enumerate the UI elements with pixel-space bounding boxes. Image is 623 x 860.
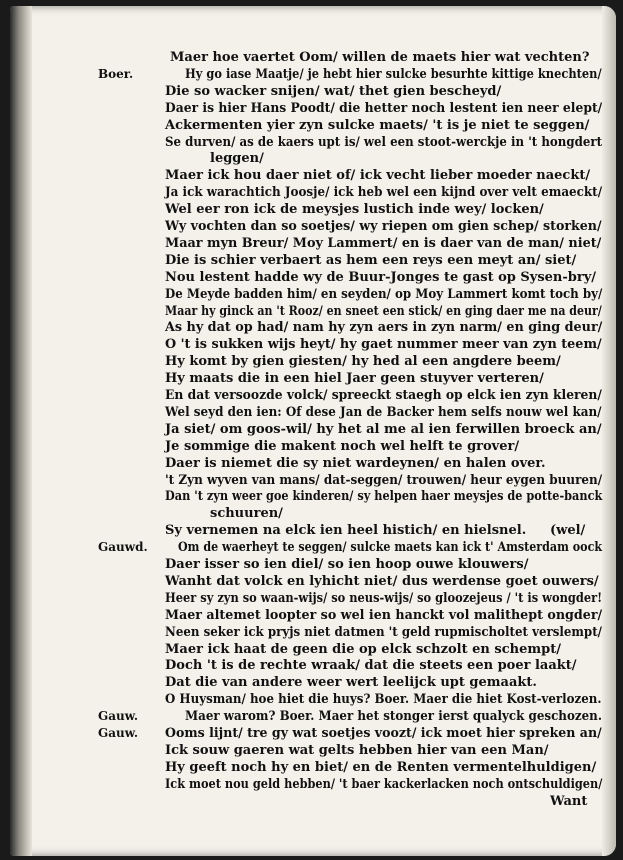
line-continuation: (wel/ (550, 523, 586, 539)
verse-text: Hy go iase Maatje/ je hebt hier sulcke besurhte kittige knechten/ (185, 66, 602, 82)
verse-text: Dan 't zyn weer goe kinderen/ sy helpen haer meysjes de potte-banck (165, 489, 603, 505)
book-gutter (10, 6, 32, 856)
verse-text: Sy vernemen na elck ien heel histich/ en hielsnel. (165, 523, 527, 539)
speaker-label: Gauwd. (98, 540, 148, 555)
verse-text: Je sommige die makent noch wel helft te grover/ (165, 438, 520, 454)
page-edge (602, 6, 616, 856)
verse-text: Ackermenten yier zyn sulcke maets/ 't is je niet te seggen/ (165, 117, 590, 133)
speaker-label: Boer. (98, 66, 134, 81)
verse-text: Heer sy zyn so waan-wijs/ so neus-wijs/ so gloozejeus / 't is wongder! (165, 590, 603, 606)
verse-text: Wel seyd den ien: Of dese Jan de Backer hem selfs nouw wel kan/ (165, 404, 602, 420)
verse-text: Doch 't is de rechte wraak/ dat die steets een poer laakt/ (165, 658, 577, 674)
verse-text: Maer ick hou daer niet of/ ick vecht lieber moeder naeckt/ (165, 168, 591, 184)
verse-text: Daer isser so ien diel/ so ien hoop ouwe klouwers/ (165, 557, 529, 572)
verse-text: Ja ick warachtich Joosje/ ick heb wel een kijnd over velt emaeckt/ (165, 185, 603, 201)
verse-text: En dat versoozde volck/ spreeckt staegh op elck ien zyn kleren/ (165, 388, 602, 403)
verse-text: Ick souw gaeren wat gelts hebben hier van een Man/ (165, 742, 549, 758)
verse-text: Daer is hier Hans Poodt/ die hetter noch lestent ien neer elept/ (165, 100, 603, 116)
verse-text: Hy komt by gien giesten/ hy hed al een angdere beem/ (165, 354, 561, 370)
verse-text: Hy geeft noch hy en biet/ en de Renten vermentelhuldigen/ (165, 759, 597, 775)
verse-text: Neen seker ick pryjs niet datmen 't geld rupmischoltet verslempt/ (165, 624, 602, 640)
verse-text: Maer warom? Boer. Maer het stonger ierst qualyck geschozen. (185, 709, 602, 725)
verse-text: Wanht dat volck en lyhicht niet/ dus werdense goet ouwers/ (165, 573, 599, 589)
verse-text: Ick moet nou geld hebben/ 't baer kackerlacken noch ontschuldigen/ (165, 776, 603, 792)
verse-text: Maer hoe vaertet Oom/ willen de maets hier wat vechten? (170, 50, 590, 65)
verse-text: Wel eer ron ick de meysjes lustich inde wey/ locken/ (165, 202, 544, 218)
book-page (10, 6, 616, 856)
speaker-label: Gauw. (98, 709, 139, 724)
speaker-label: Gauw. (98, 726, 139, 740)
verse-text: Maar myn Breur/ Moy Lammert/ en is daer van de man/ niet/ (165, 235, 602, 251)
verse-text: De Meyde badden him/ en seyden/ op Moy Lammert komt toch by/ (165, 286, 603, 302)
verse-text: Die is schier verbaert as hem een reys een meyt an/ siet/ (165, 252, 577, 268)
verse-text: O Huysman/ hoe hiet die huys? Boer. Maer die hiet Kost-verlozen. (165, 692, 602, 708)
line-continuation: Want (550, 793, 588, 809)
verse-text: Maer ick haat de geen die op elck schzolt en schempt/ (165, 641, 561, 657)
verse-text: Ooms lijnt/ tre gy wat soetjes voozt/ ick moet hier spreken an/ (165, 726, 602, 741)
verse-text: Wy vochten dan so soetjes/ wy riepen om gien schep/ storken/ (165, 219, 602, 234)
verse-text: Daer is niemet die sy niet wardeynen/ en halen over. (165, 455, 546, 471)
verse-text: schuuren/ (210, 506, 283, 522)
verse-text: As hy dat op had/ nam hy zyn aers in zyn narm/ en ging deur/ (165, 320, 603, 336)
verse-text: Nou lestent hadde wy de Buur-Jonges te gast op Sysen-bry/ (165, 269, 597, 285)
verse-text: Ja siet/ om goos-wil/ hy het al me al ien ferwillen broeck an/ (165, 421, 602, 437)
verse-text: leggen/ (210, 151, 264, 167)
verse-text: Se durven/ as de kaers upt is/ wel een stoot-werckje in 't hongdert (165, 134, 603, 150)
verse-text: Maer altemet loopter so wel ien hanckt vol malithept ongder/ (165, 607, 603, 623)
verse-text: O 't is sukken wijs heyt/ hy gaet nummer meer van zyn teem/ (165, 337, 602, 353)
verse-text: Die so wacker snijen/ wat/ thet gien bescheyd/ (165, 83, 502, 99)
verse-text: Dat die van andere weer wert leelijck upt gemaakt. (165, 675, 537, 691)
verse-text: Maar hy ginck an 't Rooz/ en sneet een stick/ en ging daer me na deur/ (165, 303, 602, 319)
verse-text: Om de waerheyt te seggen/ sulcke maets kan ick t' Amsterdam oock (178, 540, 603, 556)
verse-text: Hy maats die in een hiel Jaer geen stuyver verteren/ (165, 371, 544, 387)
verse-text: 't Zyn wyven van mans/ dat-seggen/ trouwen/ heur eygen buuren/ (165, 472, 603, 488)
